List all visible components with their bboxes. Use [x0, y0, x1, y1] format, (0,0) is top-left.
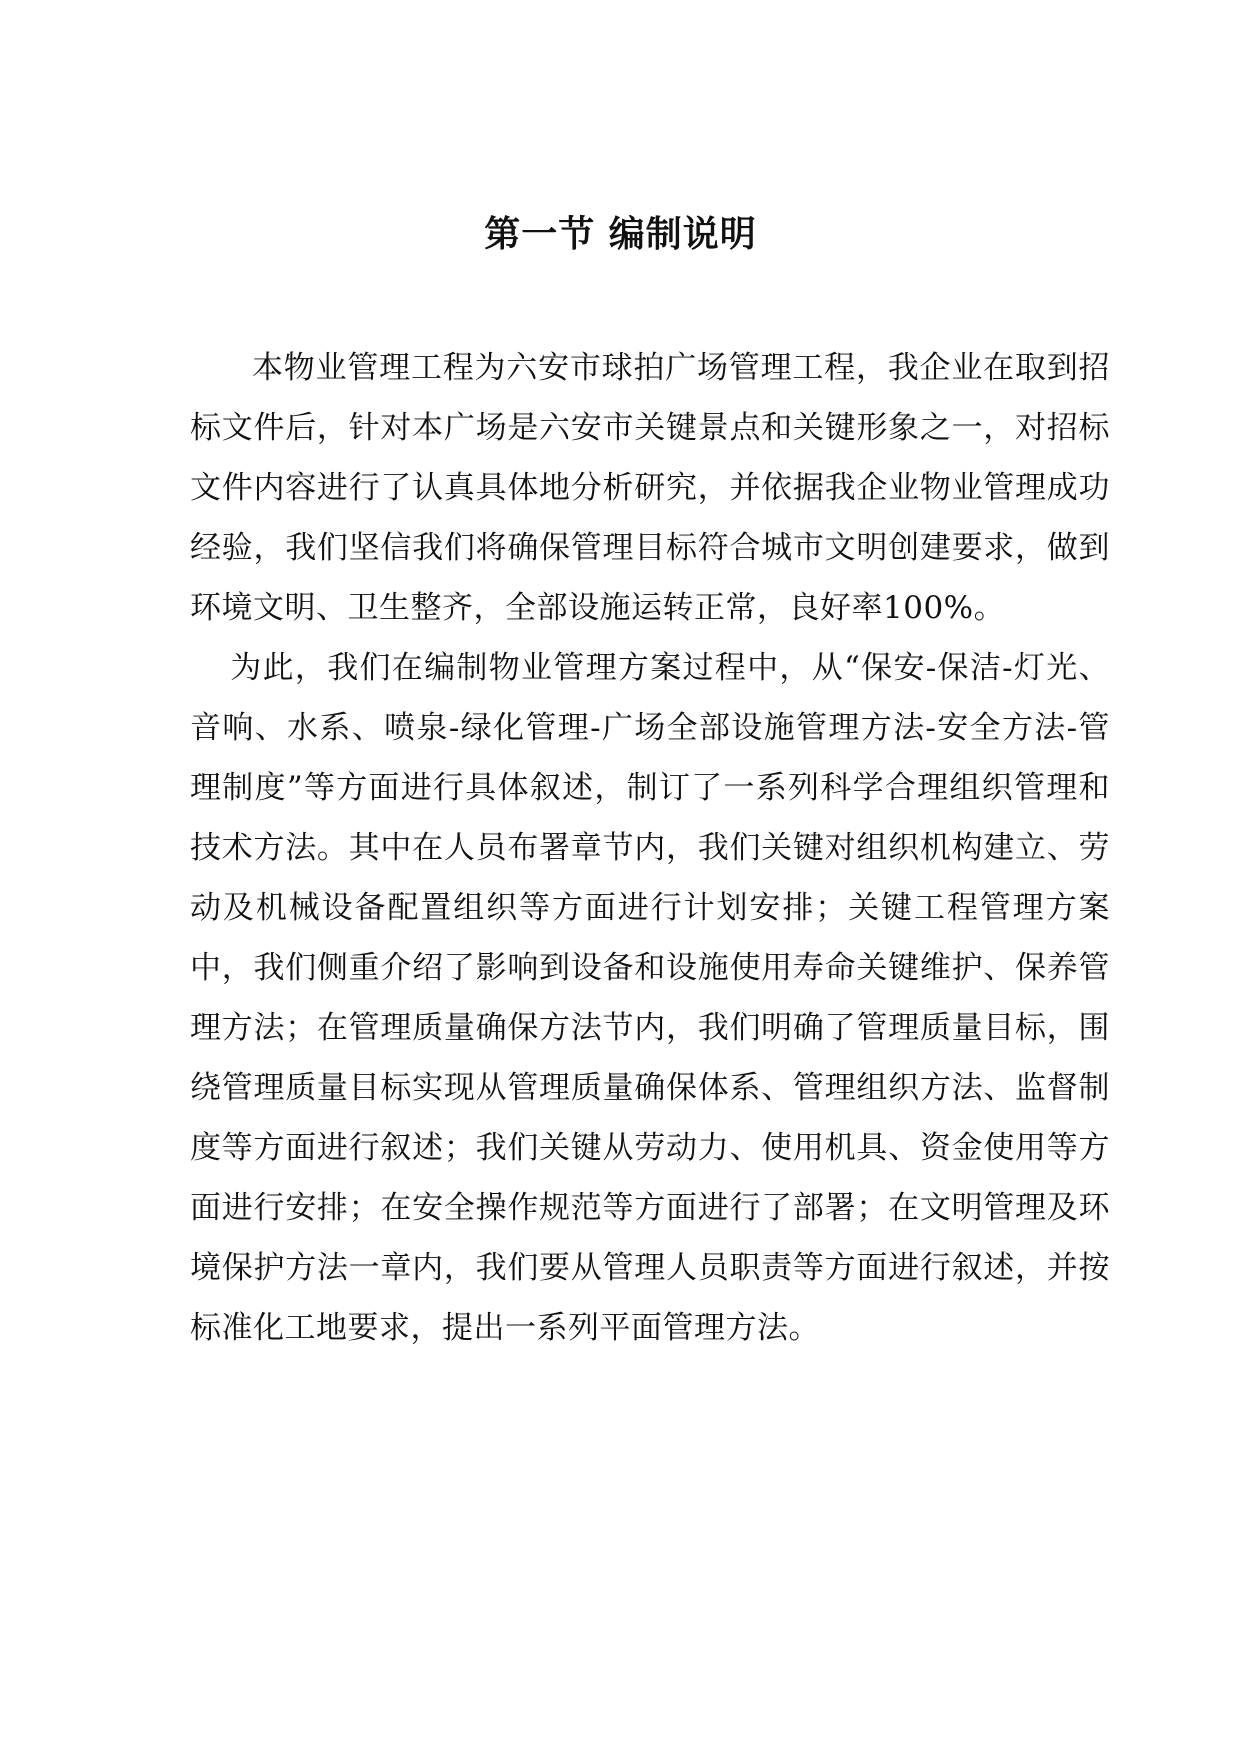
- paragraph-method-overview: 为此，我们在编制物业管理方案过程中，从“保安-保洁-灯光、音响、水系、喷泉-绿化管理-广场全部设施管理方法-安全方法-管理制度”等方面进行具体叙述，制订了一系列科学合理组织管理和技术方法。其中在人员布署章节内，我们关键对组织机构建立、劳动及机械设备配置组织等方面进行计划安排；关键工程管理方案中，我们侧重介绍了影响到设备和设施使用寿命关键维护、保养管理方法；在管理质量确保方法节内，我们明确了管理质量目标，围绕管理质量目标实现从管理质量确保体系、管理组织方法、监督制度等方面进行叙述；我们关键从劳动力、使用机具、资金使用等方面进行安排；在安全操作规范等方面进行了部署；在文明管理及环境保护方法一章内，我们要从管理人员职责等方面进行叙述，并按标准化工地要求，提出一系列平面管理方法。: [190, 650, 1110, 1346]
- section-title: 第一节 编制说明: [484, 214, 757, 255]
- paragraph-intro: 本物业管理工程为六安市球拍广场管理工程，我企业在取到招标文件后，针对本广场是六安市关键景点和关键形象之一，对招标文件内容进行了认真具体地分析研究，并依据我企业物业管理成功经验，我们坚信我们将确保管理目标符合城市文明创建要求，做到环境文明、卫生整齐，全部设施运转正常，良好率100%。: [190, 350, 1110, 626]
- body-text: [190, 338, 1110, 1358]
